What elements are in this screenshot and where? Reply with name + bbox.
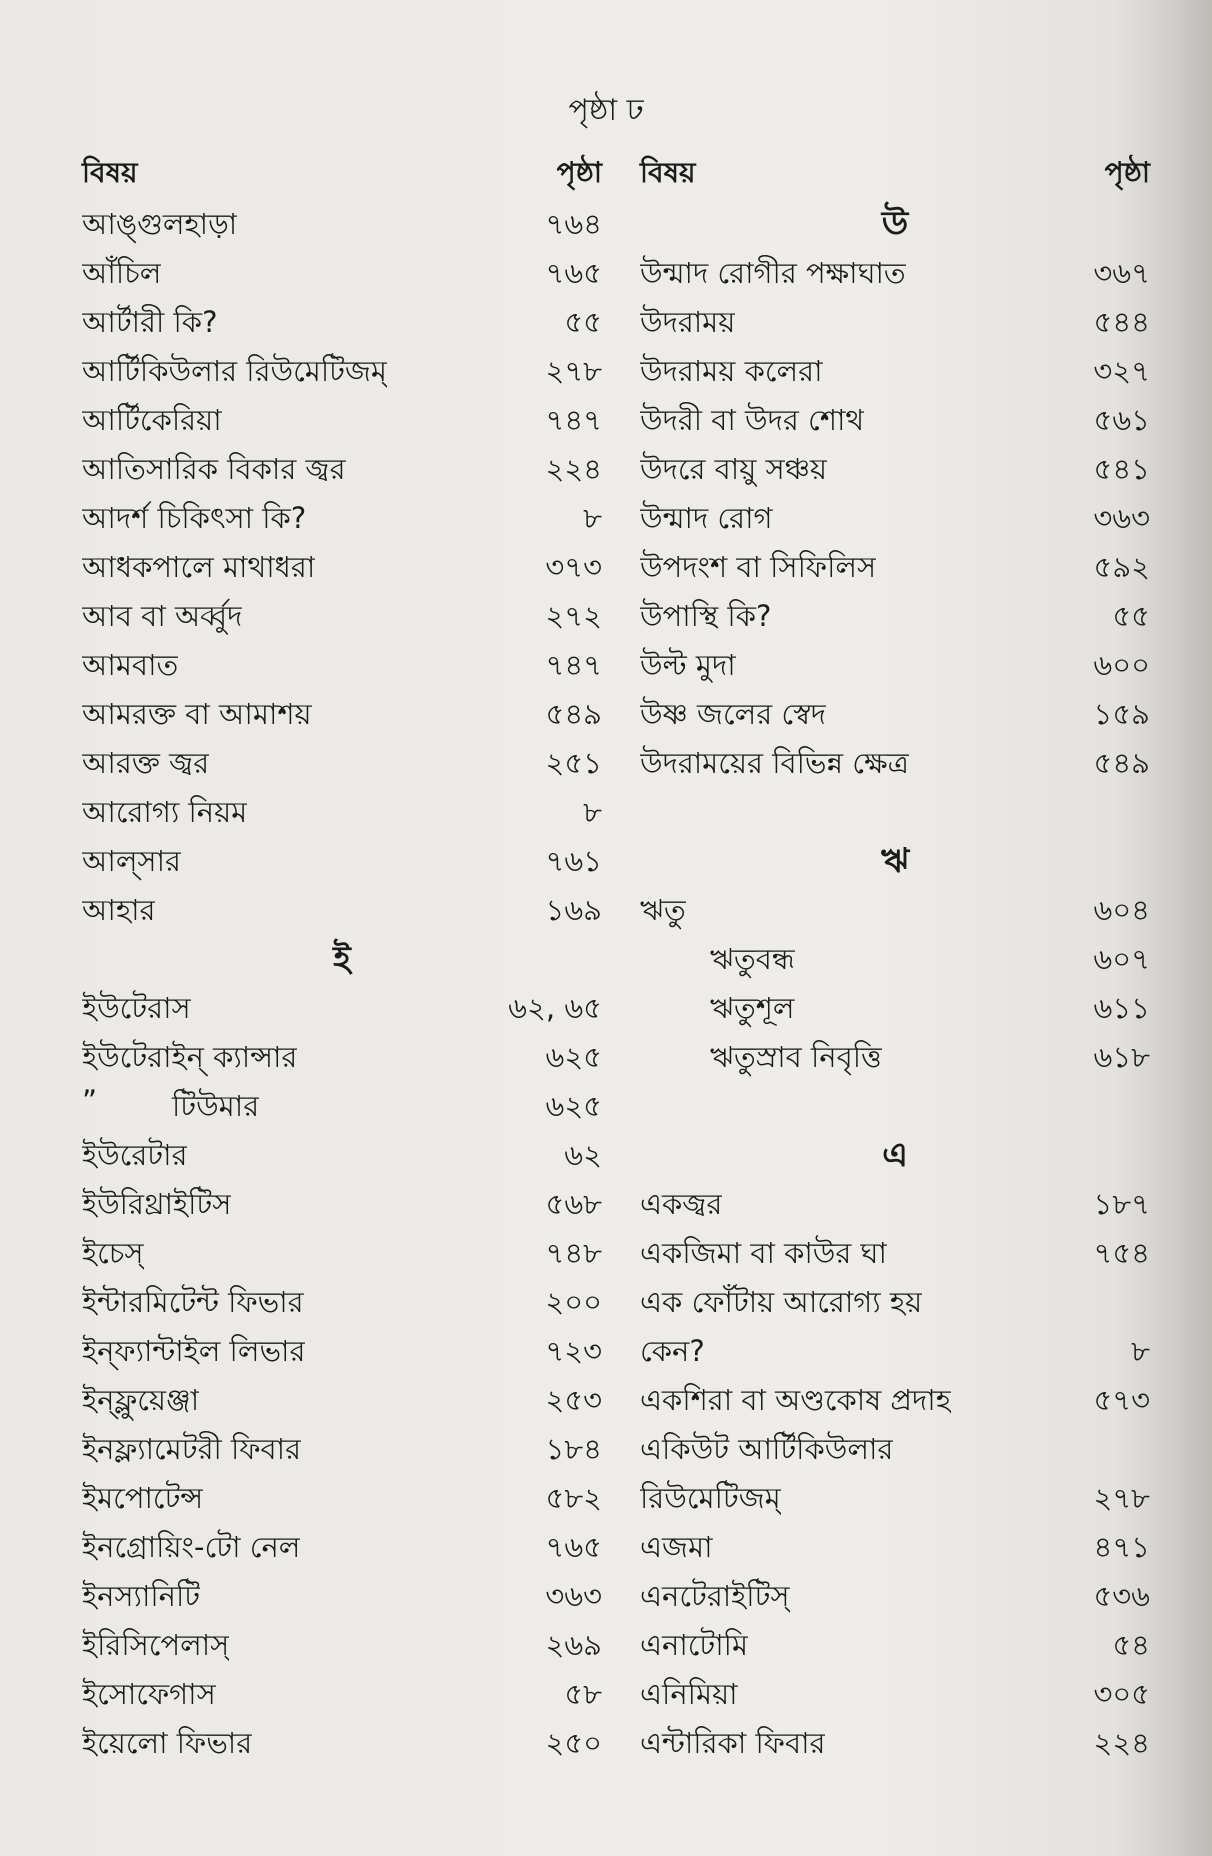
entry-page-number: ২২৪ [545, 452, 602, 486]
entry-term: ইন্‌ফ্যান্টাইল লিভার [82, 1334, 306, 1368]
index-entry [640, 937, 1150, 986]
index-entry [82, 594, 602, 643]
entry-term: এনটেরাইটিস্ [640, 1579, 790, 1613]
column-header [640, 150, 1150, 198]
entry-term: ইন্‌ফ্লুয়েঞ্জা [82, 1383, 200, 1417]
entry-term: উপাস্থি কি? [640, 599, 772, 633]
entry-term: এন্টারিকা ফিবার [640, 1726, 826, 1760]
entry-term: আমরক্ত বা আমাশয় [82, 697, 312, 731]
index-entry [82, 447, 602, 496]
entry-page-number: ২০০ [545, 1285, 602, 1319]
entry-term: ইউটেরাস [82, 991, 191, 1025]
entry-page-number: ৭৪৮ [545, 1236, 602, 1270]
index-entry [82, 1133, 602, 1182]
index-entry [640, 594, 1150, 643]
entry-term: উপদংশ বা সিফিলিস [640, 550, 877, 584]
entry-page-number: ৫৪ [1112, 1628, 1150, 1662]
entry-page-number: ৮ [583, 501, 602, 535]
index-entry [82, 1035, 602, 1084]
entry-page-number: ২৫৩ [545, 1383, 602, 1417]
entry-page-number: ১৮৭ [1093, 1187, 1150, 1221]
entry-term: ঋতুবন্ধ [710, 942, 795, 976]
index-entry [640, 1525, 1150, 1574]
running-title: পৃষ্ঠা ঢ [568, 93, 644, 128]
entry-term: আর্টিকিউলার রিউমেটিজম্ [82, 354, 388, 388]
entry-term: এক ফোঁটায় আরোগ্য হয় [640, 1285, 923, 1319]
entry-page-number: ৫৪৪ [1093, 305, 1150, 339]
index-entry [640, 1378, 1150, 1427]
entry-page-number: ৭৫৪ [1093, 1236, 1150, 1270]
entry-term-text: টিউমার [172, 1089, 260, 1123]
entry-term: ইমপোটেন্স [82, 1481, 204, 1515]
entry-term: একজ্বর [640, 1187, 723, 1221]
entry-term: উদরাময় কলেরা [640, 354, 823, 388]
index-entry [82, 1476, 602, 1525]
entry-term: আঙ্গুলহাড়া [82, 207, 238, 241]
index-entry [82, 986, 602, 1035]
subject-heading: বিষয় [82, 156, 138, 189]
subject-heading: বিষয় [640, 156, 696, 189]
entry-term: এজমা [640, 1530, 713, 1564]
entry-term: এনিমিয়া [640, 1677, 738, 1711]
entry-term: আরক্ত জ্বর [82, 746, 210, 780]
index-entry [640, 1721, 1150, 1770]
entry-page-number: ৭৬৫ [545, 1530, 602, 1564]
index-entry [640, 1672, 1150, 1721]
index-entry [640, 1035, 1150, 1084]
index-entry [640, 888, 1150, 937]
spacer [640, 1084, 1150, 1133]
index-entry [82, 1574, 602, 1623]
entry-page-number: ৭৬৪ [545, 207, 602, 241]
index-entry [82, 1525, 602, 1574]
column-header [82, 150, 602, 198]
index-entry [640, 692, 1150, 741]
index-entry [82, 1721, 602, 1770]
index-entry [640, 545, 1150, 594]
ditto-mark: ” [82, 1084, 98, 1118]
entry-page-number: ৫৫ [564, 305, 602, 339]
entry-page-number: ৫৯২ [1093, 550, 1150, 584]
entry-page-number: ২৭৮ [545, 354, 602, 388]
entry-page-number: ২২৪ [1093, 1726, 1150, 1760]
index-entry [82, 349, 602, 398]
index-entry [82, 1378, 602, 1427]
entry-page-number: ৬২৫ [545, 1089, 602, 1123]
entry-term: উষ্ণ জলের স্বেদ [640, 697, 827, 731]
entry-page-number: ৮ [583, 795, 602, 829]
entry-term: ঋতু [640, 893, 686, 927]
entry-page-number: ৩৬৭ [1093, 256, 1150, 290]
entry-term: আদর্শ চিকিৎসা কি? [82, 501, 307, 535]
entry-page-number: ৬০০ [1093, 648, 1150, 682]
entry-page-number: ৬০৭ [1093, 942, 1150, 976]
index-entry [82, 1182, 602, 1231]
index-entry [82, 496, 602, 545]
index-entry [640, 643, 1150, 692]
entry-page-number: ৬০৪ [1093, 893, 1150, 927]
index-entry [82, 545, 602, 594]
entry-term: উদরাময়ের বিভিন্ন ক্ষেত্র [640, 746, 909, 780]
entry-term: ইনস্যানিটি [82, 1579, 201, 1613]
entry-term: উদরে বায়ু সঞ্চয় [640, 452, 828, 486]
entry-term: আহার [82, 893, 156, 927]
entry-page-number: ৭৬১ [545, 844, 602, 878]
entry-term [82, 1084, 259, 1133]
index-entry [82, 251, 602, 300]
entry-term: একজিমা বা কাউর ঘা [640, 1236, 887, 1270]
index-entry [82, 1623, 602, 1672]
entry-term: আঁচিল [82, 256, 162, 290]
letter-heading: ঋ [880, 841, 910, 881]
entry-page-number: ৭৪৭ [545, 648, 602, 682]
entry-term: ইসোফেগাস [82, 1677, 216, 1711]
entry-page-number: ৬২৫ [545, 1040, 602, 1074]
entry-term: আর্টারী কি? [82, 305, 218, 339]
entry-page-number: ১৫৯ [1093, 697, 1150, 731]
index-entry [82, 888, 602, 937]
index-entry [640, 251, 1150, 300]
entry-term: ইউটেরাইন্ ক্যান্সার [82, 1040, 298, 1074]
entry-term: ইউরেটার [82, 1138, 188, 1172]
index-entry [640, 300, 1150, 349]
entry-term: উন্মাদ রোগ [640, 501, 773, 535]
entry-page-number: ১৬৯ [545, 893, 602, 927]
entry-page-number: ৬২, ৬৫ [508, 991, 602, 1025]
index-entry [640, 1329, 1150, 1378]
entry-term: ইরিসিপেলাস্ [82, 1628, 230, 1662]
index-entry [82, 1280, 602, 1329]
entry-page-number: ৬২ [564, 1138, 602, 1172]
entry-page-number: ৩৭৩ [545, 550, 602, 584]
entry-list [640, 202, 1150, 1770]
entry-page-number: ৮ [1131, 1334, 1150, 1368]
index-entry [82, 692, 602, 741]
index-entry [640, 1231, 1150, 1280]
entry-term: আর্টিকেরিয়া [82, 403, 222, 437]
entry-term: ইনফ্ল্যামেটরী ফিবার [82, 1432, 302, 1466]
entry-page-number: ২৫১ [545, 746, 602, 780]
entry-page-number: ৫৭৩ [1093, 1383, 1150, 1417]
page-heading: পৃষ্ঠা [1104, 156, 1150, 189]
index-entry [640, 1574, 1150, 1623]
entry-page-number: ৩৬৩ [1093, 501, 1150, 535]
entry-page-number: ৩২৭ [1093, 354, 1150, 388]
index-column-right [640, 150, 1150, 1770]
index-entry [640, 741, 1150, 790]
entry-page-number: ২৭২ [545, 599, 602, 633]
entry-page-number: ৫৩৬ [1093, 1579, 1150, 1613]
index-entry [640, 496, 1150, 545]
index-entry [82, 300, 602, 349]
entry-term: একশিরা বা অণ্ডকোষ প্রদাহ [640, 1383, 951, 1417]
index-entry [640, 1427, 1150, 1476]
entry-term: ইনগ্রোয়িং-টো নেল [82, 1530, 301, 1564]
index-entry [640, 398, 1150, 447]
entry-term: উন্মাদ রোগীর পক্ষাঘাত [640, 256, 906, 290]
letter-heading: উ [881, 204, 909, 244]
index-entry [640, 1623, 1150, 1672]
entry-page-number: ৫৪৯ [1093, 746, 1150, 780]
index-entry [82, 202, 602, 251]
entry-page-number: ৩০৫ [1093, 1677, 1150, 1711]
entry-page-number: ৫৮২ [545, 1481, 602, 1515]
entry-page-number: ৭৬৫ [545, 256, 602, 290]
entry-term: আধকপালে মাথাধরা [82, 550, 316, 584]
entry-term: উদরাময় [640, 305, 736, 339]
entry-term: উল্ট মুদা [640, 648, 736, 682]
index-column-left [82, 150, 602, 1770]
entry-page-number: ৫৮ [564, 1677, 602, 1711]
index-entry [82, 643, 602, 692]
index-entry [82, 1329, 602, 1378]
entry-term: ইউরিথ্রাইটিস [82, 1187, 232, 1221]
entry-page-number: ৫৬১ [1093, 403, 1150, 437]
entry-term: আতিসারিক বিকার জ্বর [82, 452, 346, 486]
entry-term: একিউট আর্টিকিউলার [640, 1432, 894, 1466]
entry-term: উদরী বা উদর শোথ [640, 403, 865, 437]
entry-page-number: ৭২৩ [545, 1334, 602, 1368]
entry-page-number: ৫৬৮ [545, 1187, 602, 1221]
entry-page-number: ৫৪৯ [545, 697, 602, 731]
entry-page-number: ২৬৯ [545, 1628, 602, 1662]
entry-term: ইয়েলো ফিভার [82, 1726, 253, 1760]
index-entry [640, 447, 1150, 496]
index-entry [82, 1084, 602, 1133]
index-entry [82, 1672, 602, 1721]
entry-term: ইচেস্ [82, 1236, 144, 1270]
entry-term: ঋতুস্রাব নিবৃত্তি [710, 1040, 882, 1074]
entry-term: কেন? [640, 1334, 705, 1368]
index-entry [640, 1182, 1150, 1231]
entry-page-number: ৫৪১ [1093, 452, 1150, 486]
entry-page-number: ৭৪৭ [545, 403, 602, 437]
index-entry [640, 1476, 1150, 1525]
spacer [640, 790, 1150, 839]
index-entry [82, 839, 602, 888]
index-entry [82, 398, 602, 447]
letter-heading: এ [882, 1135, 908, 1175]
entry-term: ইন্টারমিটেন্ট ফিভার [82, 1285, 304, 1319]
entry-term: রিউমেটিজম্ [640, 1481, 781, 1515]
entry-page-number: ৫৫ [1112, 599, 1150, 633]
index-entry [82, 1427, 602, 1476]
entry-term: আরোগ্য নিয়ম [82, 795, 248, 829]
entry-page-number: ৪৭১ [1093, 1530, 1150, 1564]
entry-term: আল্‌সার [82, 844, 181, 878]
entry-term: আব বা অর্ব্বুদ [82, 599, 243, 633]
index-entry [640, 349, 1150, 398]
index-entry [640, 986, 1150, 1035]
entry-list [82, 202, 602, 1770]
entry-term: এনাটোমি [640, 1628, 749, 1662]
index-entry [82, 1231, 602, 1280]
page-heading: পৃষ্ঠা [556, 156, 602, 189]
index-entry [82, 741, 602, 790]
entry-page-number: ২৭৮ [1093, 1481, 1150, 1515]
index-entry [640, 1280, 1150, 1329]
entry-term: আমবাত [82, 648, 179, 682]
entry-term: ঋতুশূল [710, 991, 795, 1025]
entry-page-number: ১৮৪ [545, 1432, 602, 1466]
entry-page-number: ৩৬৩ [545, 1579, 602, 1613]
letter-heading: ই [333, 939, 351, 979]
entry-page-number: ৬১১ [1093, 991, 1150, 1025]
index-entry [82, 790, 602, 839]
entry-page-number: ৬১৮ [1093, 1040, 1150, 1074]
entry-page-number: ২৫০ [545, 1726, 602, 1760]
